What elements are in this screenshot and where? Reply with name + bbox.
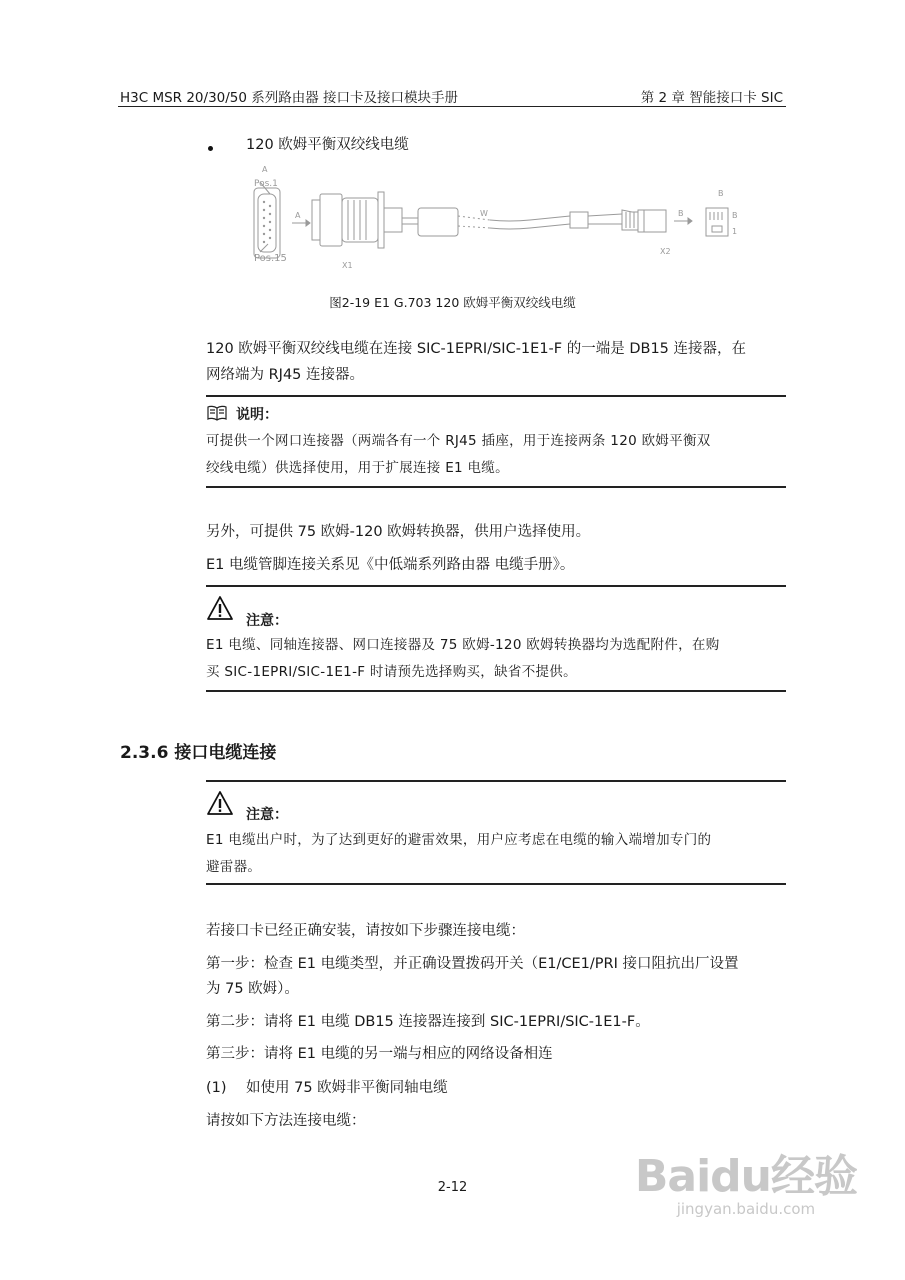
para1-line2: 网络端为 RJ45 连接器。 [206,367,365,383]
label-pin-one: 1 [732,227,738,236]
warning1-title: 注意： [246,613,288,629]
ferrite-core [418,208,458,236]
warning1-top-rule [206,585,786,587]
rj45-contacts [710,212,722,220]
bullet-text: 120 欧姆平衡双绞线电缆 [246,137,409,153]
cable-mid [490,216,570,221]
cable-sleeve [570,212,588,228]
note-line1: 可提供一个网口连接器（两端各有一个 RJ45 插座，用于连接两条 120 欧姆平衡双 [206,433,711,449]
header-chapter: 第 2 章 智能接口卡 SIC [640,90,783,106]
page-number: 2-12 [437,1180,468,1195]
list-item-number: (1) [206,1080,227,1096]
db15-screw-plate [378,192,384,248]
steps-intro: 若接口卡已经正确安装，请按如下步骤连接电缆： [206,923,525,939]
note-bottom-rule [206,486,786,488]
label-a-arrow: A [295,211,301,220]
figure-caption: 图2-19 E1 G.703 120 欧姆平衡双绞线电缆 [329,295,576,310]
cable-diagram [240,160,760,275]
step1-line1: 第一步：检查 E1 电缆类型，并正确设置拨码开关（E1/CE1/PRI 接口阻抗出厂设置 [206,956,739,972]
label-x1: X1 [342,261,353,270]
watermark [635,1140,857,1218]
para1-line1: 120 欧姆平衡双绞线电缆在连接 SIC-1EPRI/SIC-1E1-F 的一端是 DB15 连接器，在 [206,341,747,357]
label-x2: X2 [660,247,671,256]
db15-pin-area [258,194,276,252]
list-item-text: 如使用 75 欧姆非平衡同轴电缆 [246,1080,448,1096]
bullet-icon [208,146,213,151]
label-b-side: B [732,211,738,220]
db15-pins [263,201,271,243]
warning2-bottom-rule [206,883,786,885]
section-heading: 2.3.6 接口电缆连接 [120,743,277,763]
warning-icon [206,790,234,816]
header-divider [118,106,786,107]
warning-icon [206,595,234,621]
book-icon [207,405,227,421]
warning1-line2: 买 SIC-1EPRI/SIC-1E1-F 时请预先选择购买，缺省不提供。 [206,664,577,680]
watermark-url: jingyan.baidu.com [676,1200,816,1218]
para3: E1 电缆管脚连接关系见《中低端系列路由器 电缆手册》。 [206,557,575,573]
warning1-line1: E1 电缆、同轴连接器、网口连接器及 75 欧姆-120 欧姆转换器均为选配附件，在购 [206,637,720,653]
para2: 另外，可提供 75 欧姆-120 欧姆转换器，供用户选择使用。 [206,524,591,540]
header-title: H3C MSR 20/30/50 系列路由器 接口卡及接口模块手册 [120,90,459,106]
warning1-bottom-rule [206,690,786,692]
label-b-arrow: B [678,209,684,218]
warning2-title: 注意： [246,807,288,823]
pos15-leader [260,244,268,252]
note-top-rule [206,395,786,397]
warning2-line1: E1 电缆出户时，为了达到更好的避雷效果，用户应考虑在电缆的输入端增加专门的 [206,832,712,848]
note-title: 说明： [236,407,278,423]
arrow-a-head [306,220,310,226]
watermark-logo: Baidu经验 [634,1151,857,1202]
step3: 第三步：请将 E1 电缆的另一端与相应的网络设备相连 [206,1046,553,1062]
label-pos1: Pos.1 [254,179,278,189]
label-a-top: A [262,165,268,174]
label-b-top: B [718,189,724,198]
cable-strain-relief [384,208,402,232]
db15-shell [320,194,342,246]
warning2-top-rule [206,780,786,782]
rj45-plug [638,210,666,232]
db15-shell-front [312,200,320,240]
label-pos15: Pos.15 [254,253,287,264]
note-line2: 绞线电缆）供选择使用，用于扩展连接 E1 电缆。 [206,460,509,476]
step1-line2: 为 75 欧姆）。 [206,981,299,997]
label-w: W [480,209,488,218]
method-text: 请按如下方法连接电缆： [206,1113,366,1129]
step2: 第二步：请将 E1 电缆 DB15 连接器连接到 SIC-1EPRI/SIC-1E1-F。 [206,1014,650,1030]
warning2-line2: 避雷器。 [206,859,262,875]
arrow-b-head [688,218,692,224]
